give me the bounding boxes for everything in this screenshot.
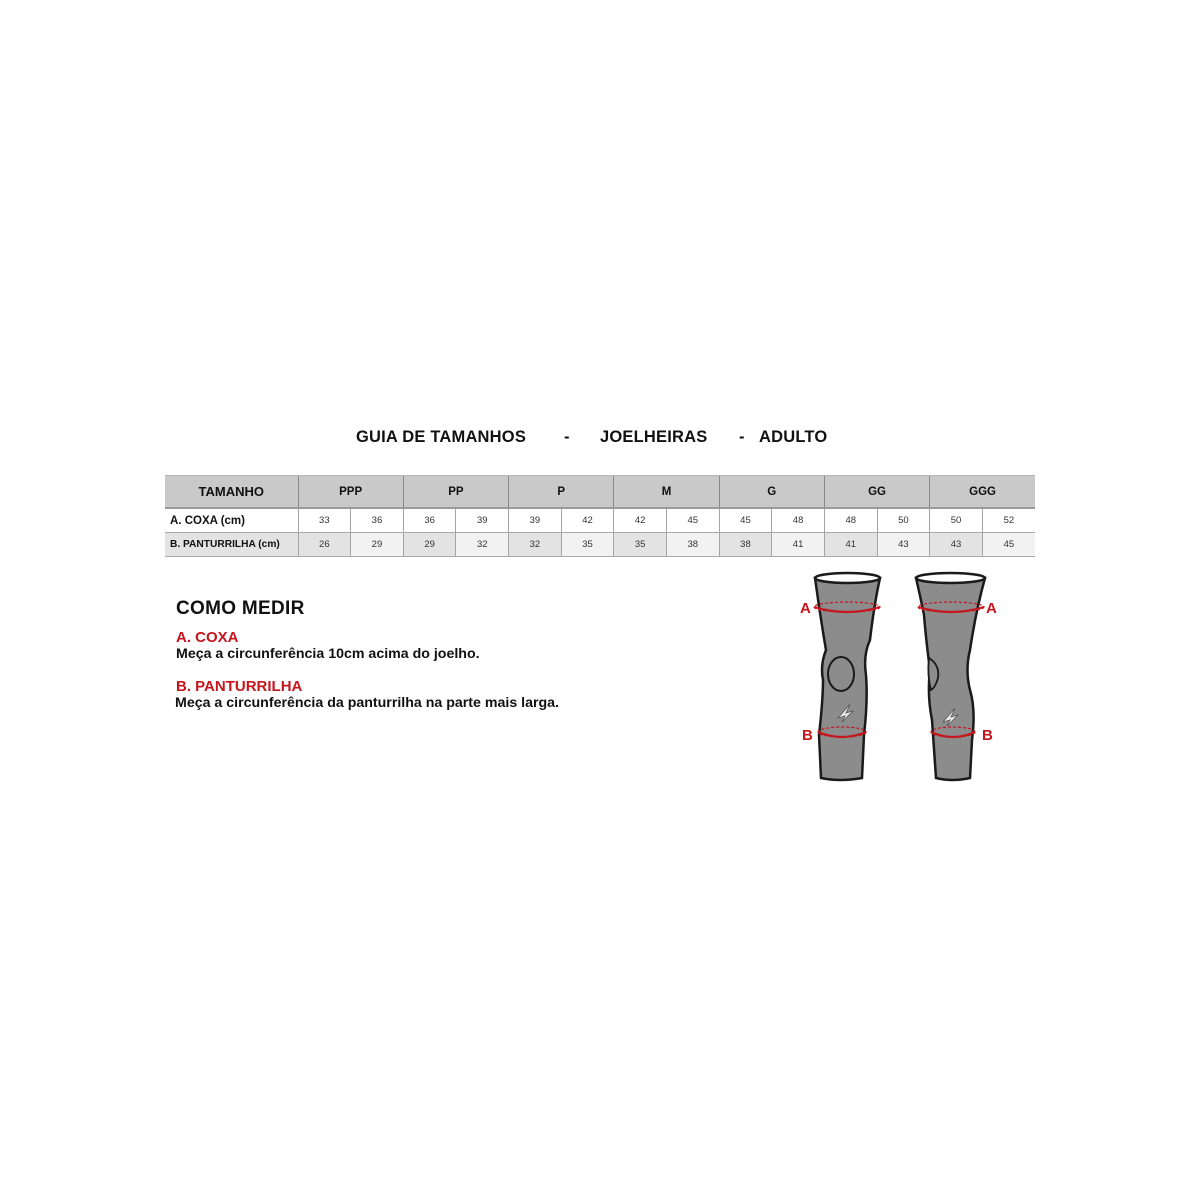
title-separator: - <box>739 428 745 446</box>
size-header-cell: G <box>719 476 824 509</box>
table-cell: 33 <box>298 508 351 533</box>
row-label: A. COXA (cm) <box>165 508 298 533</box>
table-cell: 38 <box>719 533 772 557</box>
measure-b-text: Meça a circunferência da panturrilha na parte mais larga. <box>175 695 559 711</box>
size-header-label: TAMANHO <box>165 476 298 509</box>
table-cell: 45 <box>982 533 1035 557</box>
size-header-cell: PP <box>403 476 508 509</box>
table-cell: 50 <box>930 508 983 533</box>
table-cell: 26 <box>298 533 351 557</box>
table-cell: 42 <box>561 508 614 533</box>
table-cell: 29 <box>403 533 456 557</box>
table-cell: 43 <box>877 533 930 557</box>
table-cell: 42 <box>614 508 667 533</box>
how-to-heading: COMO MEDIR <box>176 598 305 619</box>
size-header-cell: GG <box>824 476 929 509</box>
table-cell: 32 <box>509 533 562 557</box>
measure-a-title: A. COXA <box>176 629 239 646</box>
measure-b-title: B. PANTURRILHA <box>176 678 303 695</box>
table-cell: 45 <box>719 508 772 533</box>
table-cell: 38 <box>666 533 719 557</box>
size-header-cell: GGG <box>930 476 1035 509</box>
size-header-cell: P <box>509 476 614 509</box>
table-cell: 41 <box>824 533 877 557</box>
title-separator: - <box>564 428 570 446</box>
table-cell: 50 <box>877 508 930 533</box>
knee-guard-side-icon <box>916 573 985 780</box>
table-cell: 39 <box>456 508 509 533</box>
knee-guard-front-icon <box>814 573 880 780</box>
table-row-panturrilha <box>165 533 1035 557</box>
table-cell: 39 <box>509 508 562 533</box>
title-product: JOELHEIRAS <box>600 428 708 446</box>
size-header-row <box>165 476 1035 509</box>
row-label: B. PANTURRILHA (cm) <box>165 533 298 557</box>
size-table <box>165 475 1035 557</box>
title-audience: ADULTO <box>759 428 828 446</box>
table-cell: 29 <box>351 533 404 557</box>
diagram-label-a: A <box>800 600 811 617</box>
table-cell: 36 <box>351 508 404 533</box>
size-header-cell: PPP <box>298 476 403 509</box>
diagram-label-a: A <box>986 600 997 617</box>
table-cell: 36 <box>403 508 456 533</box>
knee-guard-diagram <box>790 570 1020 790</box>
table-cell: 52 <box>982 508 1035 533</box>
table-cell: 35 <box>561 533 614 557</box>
measure-a-text: Meça a circunferência 10cm acima do joelho. <box>176 646 480 662</box>
table-cell: 41 <box>772 533 825 557</box>
table-cell: 35 <box>614 533 667 557</box>
title-guide: GUIA DE TAMANHOS <box>356 428 527 446</box>
how-to-measure <box>176 598 559 711</box>
table-cell: 32 <box>456 533 509 557</box>
size-header-cell: M <box>614 476 719 509</box>
table-cell: 48 <box>772 508 825 533</box>
table-row-coxa <box>165 508 1035 533</box>
table-cell: 48 <box>824 508 877 533</box>
size-guide-title <box>0 428 1200 450</box>
table-cell: 43 <box>930 533 983 557</box>
diagram-label-b: B <box>982 727 993 744</box>
diagram-label-b: B <box>802 727 813 744</box>
table-cell: 45 <box>666 508 719 533</box>
